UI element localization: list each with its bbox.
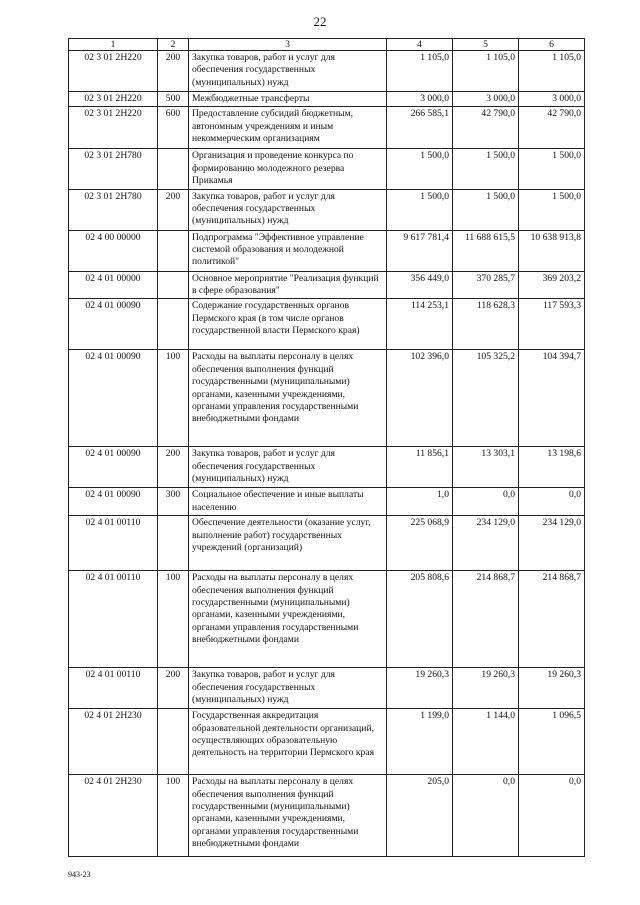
table-body bbox=[69, 51, 585, 857]
row-value-col-5: 19 260,3 bbox=[453, 668, 519, 709]
row-name: Социальное обеспечение и иные выплаты населению bbox=[189, 488, 387, 516]
header-col-1: 1 bbox=[69, 39, 158, 51]
header-col-2: 2 bbox=[158, 39, 189, 51]
row-code: 02 4 00 00000 bbox=[69, 230, 158, 271]
row-value-col-5: 1 500,0 bbox=[453, 189, 519, 230]
table-row bbox=[69, 230, 585, 271]
row-value-col-6: 1 500,0 bbox=[519, 189, 585, 230]
table-row bbox=[69, 149, 585, 189]
document-footer-code: 943-23 bbox=[68, 870, 91, 879]
header-col-4: 4 bbox=[387, 39, 453, 51]
table-row bbox=[69, 709, 585, 775]
header-col-6: 6 bbox=[519, 39, 585, 51]
row-value-col-5: 370 285,7 bbox=[453, 271, 519, 299]
row-code: 02 4 01 00110 bbox=[69, 516, 158, 571]
row-expense-type bbox=[158, 299, 189, 350]
table-row bbox=[69, 488, 585, 516]
row-code: 02 4 01 00090 bbox=[69, 488, 158, 516]
row-name: Предоставление субсидий бюджетным, автономным учреждениям и иным некоммерческим организациям bbox=[189, 107, 387, 149]
row-expense-type: 200 bbox=[158, 51, 189, 92]
row-code: 02 4 01 00090 bbox=[69, 447, 158, 488]
row-value-col-5: 118 628,3 bbox=[453, 299, 519, 350]
row-code: 02 4 01 00110 bbox=[69, 571, 158, 668]
table-row bbox=[69, 516, 585, 571]
row-expense-type bbox=[158, 230, 189, 271]
row-value-col-4: 1 500,0 bbox=[387, 189, 453, 230]
row-value-col-5: 105 325,2 bbox=[453, 350, 519, 447]
row-name: Организация и проведение конкурса по формированию молодежного резерва Прикамья bbox=[189, 149, 387, 189]
row-code: 02 3 01 2Н220 bbox=[69, 92, 158, 107]
row-value-col-6: 3 000,0 bbox=[519, 92, 585, 107]
row-value-col-5: 11 688 615,5 bbox=[453, 230, 519, 271]
row-code: 02 3 01 2Н220 bbox=[69, 107, 158, 149]
row-name: Закупка товаров, работ и услуг для обеспечения государственных (муниципальных) нужд bbox=[189, 668, 387, 709]
row-value-col-4: 11 856,1 bbox=[387, 447, 453, 488]
row-code: 02 3 01 2Н780 bbox=[69, 189, 158, 230]
table-row bbox=[69, 350, 585, 447]
row-value-col-4: 1 500,0 bbox=[387, 149, 453, 189]
row-name: Содержание государственных органов Пермского края (в том числе органов государственной власти Пермского края) bbox=[189, 299, 387, 350]
row-value-col-5: 13 303,1 bbox=[453, 447, 519, 488]
table-row bbox=[69, 189, 585, 230]
table-row bbox=[69, 775, 585, 857]
table-row bbox=[69, 668, 585, 709]
row-value-col-6: 1 096,5 bbox=[519, 709, 585, 775]
table-header bbox=[69, 39, 585, 51]
row-name: Межбюджетные трансферты bbox=[189, 92, 387, 107]
row-value-col-6: 1 500,0 bbox=[519, 149, 585, 189]
row-value-col-4: 9 617 781,4 bbox=[387, 230, 453, 271]
row-expense-type: 600 bbox=[158, 107, 189, 149]
header-row bbox=[69, 39, 585, 51]
row-expense-type: 300 bbox=[158, 488, 189, 516]
row-value-col-6: 13 198,6 bbox=[519, 447, 585, 488]
row-name: Закупка товаров, работ и услуг для обеспечения государственных (муниципальных) нужд bbox=[189, 189, 387, 230]
row-value-col-6: 104 394,7 bbox=[519, 350, 585, 447]
row-code: 02 4 01 2Н230 bbox=[69, 775, 158, 857]
row-value-col-6: 19 260,3 bbox=[519, 668, 585, 709]
row-value-col-5: 0,0 bbox=[453, 775, 519, 857]
row-expense-type bbox=[158, 271, 189, 299]
row-code: 02 3 01 2Н780 bbox=[69, 149, 158, 189]
row-value-col-6: 117 593,3 bbox=[519, 299, 585, 350]
row-value-col-4: 3 000,0 bbox=[387, 92, 453, 107]
row-code: 02 4 01 00110 bbox=[69, 668, 158, 709]
row-name: Закупка товаров, работ и услуг для обеспечения государственных (муниципальных) нужд bbox=[189, 51, 387, 92]
row-value-col-5: 1 500,0 bbox=[453, 149, 519, 189]
row-value-col-5: 0,0 bbox=[453, 488, 519, 516]
row-name: Расходы на выплаты персоналу в целях обеспечения выполнения функций государственными (муниципальными) органами, казенными учреждениями, органами управления государственными внебюджетными фондами bbox=[189, 350, 387, 447]
header-col-3: 3 bbox=[189, 39, 387, 51]
table-row bbox=[69, 271, 585, 299]
row-value-col-5: 214 868,7 bbox=[453, 571, 519, 668]
row-value-col-5: 3 000,0 bbox=[453, 92, 519, 107]
row-value-col-4: 205 808,6 bbox=[387, 571, 453, 668]
row-value-col-4: 102 396,0 bbox=[387, 350, 453, 447]
row-value-col-4: 225 068,9 bbox=[387, 516, 453, 571]
budget-table bbox=[68, 38, 585, 857]
row-value-col-6: 369 203,2 bbox=[519, 271, 585, 299]
row-name: Расходы на выплаты персоналу в целях обеспечения выполнения функций государственными (муниципальными) органами, казенными учреждениями, органами управления государственными внебюджетными фондами bbox=[189, 775, 387, 857]
row-code: 02 4 01 00090 bbox=[69, 350, 158, 447]
row-expense-type bbox=[158, 709, 189, 775]
row-value-col-5: 234 129,0 bbox=[453, 516, 519, 571]
row-value-col-4: 1,0 bbox=[387, 488, 453, 516]
row-value-col-6: 234 129,0 bbox=[519, 516, 585, 571]
row-value-col-4: 1 199,0 bbox=[387, 709, 453, 775]
row-value-col-4: 19 260,3 bbox=[387, 668, 453, 709]
row-value-col-6: 10 638 913,8 bbox=[519, 230, 585, 271]
row-name: Основное мероприятие "Реализация функций в сфере образования" bbox=[189, 271, 387, 299]
table-row bbox=[69, 447, 585, 488]
row-value-col-6: 0,0 bbox=[519, 775, 585, 857]
row-value-col-5: 1 144,0 bbox=[453, 709, 519, 775]
page-number: 22 bbox=[313, 14, 327, 29]
header-col-5: 5 bbox=[453, 39, 519, 51]
row-name: Закупка товаров, работ и услуг для обеспечения государственных (муниципальных) нужд bbox=[189, 447, 387, 488]
row-code: 02 4 01 2Н230 bbox=[69, 709, 158, 775]
row-expense-type: 100 bbox=[158, 775, 189, 857]
row-expense-type bbox=[158, 149, 189, 189]
row-expense-type: 200 bbox=[158, 189, 189, 230]
row-value-col-4: 205,0 bbox=[387, 775, 453, 857]
row-name: Обеспечение деятельности (оказание услуг, выполнение работ) государственных учреждений (организаций) bbox=[189, 516, 387, 571]
row-expense-type: 100 bbox=[158, 571, 189, 668]
row-value-col-6: 42 790,0 bbox=[519, 107, 585, 149]
table-row bbox=[69, 51, 585, 92]
row-value-col-5: 42 790,0 bbox=[453, 107, 519, 149]
row-value-col-4: 1 105,0 bbox=[387, 51, 453, 92]
row-expense-type: 200 bbox=[158, 447, 189, 488]
row-value-col-4: 356 449,0 bbox=[387, 271, 453, 299]
row-value-col-6: 1 105,0 bbox=[519, 51, 585, 92]
table-row bbox=[69, 571, 585, 668]
row-code: 02 4 01 00000 bbox=[69, 271, 158, 299]
row-name: Государственная аккредитация образовательной деятельности организаций, осуществляющих образовательную деятельность на территории Пермского края bbox=[189, 709, 387, 775]
row-value-col-5: 1 105,0 bbox=[453, 51, 519, 92]
row-value-col-6: 0,0 bbox=[519, 488, 585, 516]
row-name: Подпрограмма "Эффективное управление системой образования и молодежной политикой" bbox=[189, 230, 387, 271]
table-row bbox=[69, 107, 585, 149]
row-code: 02 3 01 2Н220 bbox=[69, 51, 158, 92]
table-row bbox=[69, 92, 585, 107]
row-expense-type: 500 bbox=[158, 92, 189, 107]
row-expense-type: 100 bbox=[158, 350, 189, 447]
row-name: Расходы на выплаты персоналу в целях обеспечения выполнения функций государственными (муниципальными) органами, казенными учреждениями, органами управления государственными внебюджетными фондами bbox=[189, 571, 387, 668]
row-value-col-6: 214 868,7 bbox=[519, 571, 585, 668]
row-expense-type bbox=[158, 516, 189, 571]
row-value-col-4: 266 585,1 bbox=[387, 107, 453, 149]
row-expense-type: 200 bbox=[158, 668, 189, 709]
row-code: 02 4 01 00090 bbox=[69, 299, 158, 350]
row-value-col-4: 114 253,1 bbox=[387, 299, 453, 350]
table-row bbox=[69, 299, 585, 350]
